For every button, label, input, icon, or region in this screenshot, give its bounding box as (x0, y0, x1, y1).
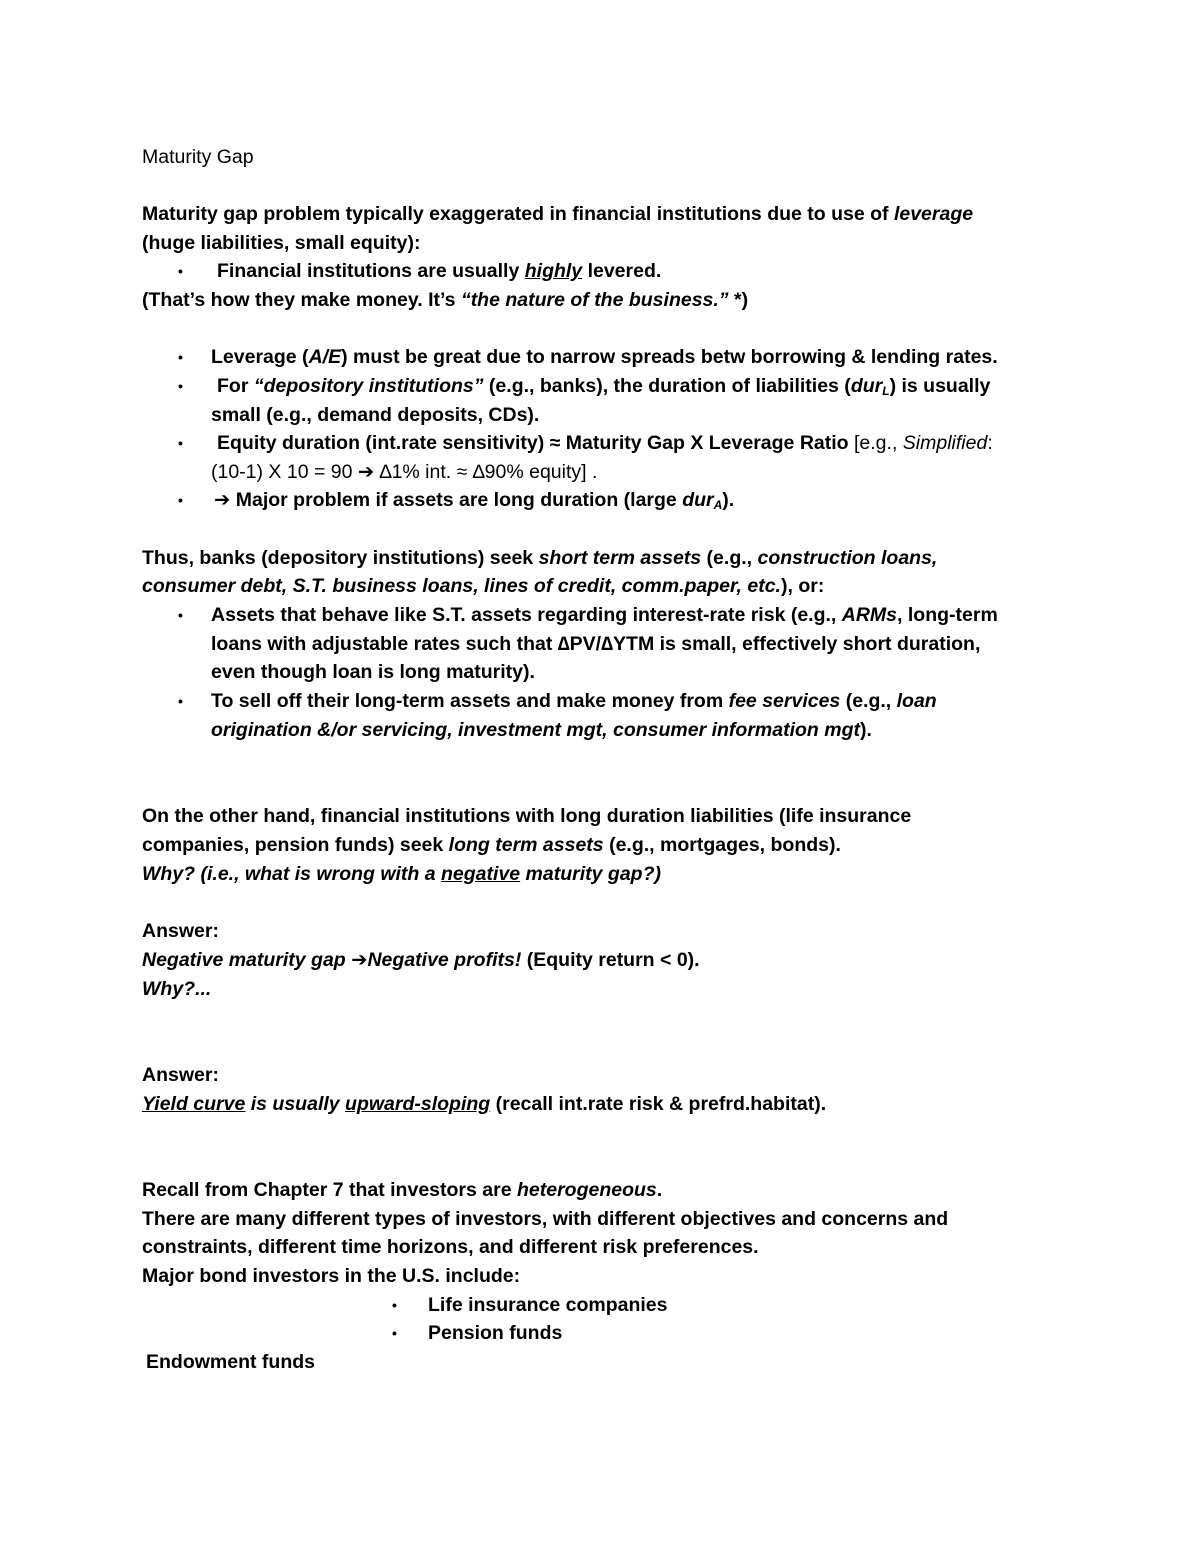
text-italic: dur (682, 489, 714, 511)
text: To sell off their long-term assets and make money from (211, 690, 729, 712)
text: , long-term (897, 604, 998, 626)
investor-item: Pension funds (428, 1322, 563, 1344)
subscript: L (882, 384, 890, 398)
text: (e.g., banks), the duration of liabilities ( (483, 375, 851, 397)
bullet-icon: • (178, 263, 183, 279)
bullet-icon: • (178, 435, 183, 451)
bullet-icon: • (178, 378, 183, 394)
intro-line-2: (huge liabilities, small equity): (142, 232, 421, 254)
text-italic: is usually (245, 1093, 346, 1115)
text: companies, pension funds) seek (142, 834, 449, 856)
other-hand-line-2 (142, 831, 841, 859)
other-hand-line-1: On the other hand, financial institutions with long duration liabilities (life insurance (142, 805, 912, 827)
bullet-major-problem (214, 486, 734, 514)
text-italic: leverage (893, 203, 974, 225)
text-italic: long term assets (448, 834, 604, 856)
text-italic: “the nature of the business.” (460, 289, 729, 311)
text: Thus, banks (depository institutions) seek (142, 547, 539, 569)
bullet-depository-cont: small (e.g., demand deposits, CDs). (211, 404, 540, 426)
text-italic: loan (896, 690, 937, 712)
bullet-levered (217, 257, 661, 285)
why-question (142, 860, 661, 888)
bullet-leverage (211, 343, 998, 371)
answer-2 (142, 1090, 826, 1118)
text: Financial institutions are usually (217, 260, 525, 282)
text-highly: highly (524, 260, 583, 282)
text: ). (722, 489, 735, 511)
text-italic: ARMs (841, 604, 898, 626)
recall-line (142, 1176, 662, 1204)
text: levered. (582, 260, 662, 282)
endowment-line: Endowment funds (146, 1351, 315, 1373)
text-italic: “depository institutions” (253, 375, 484, 397)
bullet-fee-services (211, 687, 937, 715)
text: ) is usually (889, 375, 991, 397)
text-italic: Simplified (902, 432, 988, 454)
text-negative: negative (441, 863, 521, 885)
text: (e.g., mortgages, bonds). (603, 834, 841, 856)
answer-1 (142, 946, 700, 974)
bullet-equity-duration-cont: (10-1) X 10 = 90 ➔ ∆1% int. ≈ ∆90% equity] . (211, 461, 598, 483)
bullet-depository (217, 372, 990, 400)
text: (Equity return < 0). (521, 949, 700, 971)
investors-line-3: Major bond investors in the U.S. include: (142, 1265, 521, 1287)
page-title: Maturity Gap (142, 146, 254, 168)
text: *) (728, 289, 749, 311)
bullet-icon: • (392, 1297, 397, 1313)
text: ➔ Major problem if assets are long duration (large (214, 489, 683, 511)
text-italic: construction loans, (757, 547, 938, 569)
investors-line-1: There are many different types of investors, with different objectives and concerns and (142, 1208, 949, 1230)
text-italic: consumer debt, S.T. business loans, lines of credit, comm.paper, etc. (142, 575, 781, 597)
text-italic: short term assets (538, 547, 702, 569)
answer-label-1: Answer: (142, 920, 219, 942)
investor-item: Life insurance companies (428, 1294, 668, 1316)
bullet-st-assets-cont-1: loans with adjustable rates such that ∆PV/∆YTM is small, effectively short duration, (211, 633, 981, 655)
text-yield-curve: Yield curve (142, 1093, 246, 1115)
text: For (217, 375, 254, 397)
bullet-icon: • (178, 693, 183, 709)
thus-line-1 (142, 544, 937, 572)
text: Assets that behave like S.T. assets regarding interest-rate risk (e.g., (211, 604, 842, 626)
text-italic: A/E (308, 346, 342, 368)
bullet-icon: • (178, 349, 183, 365)
subscript: A (713, 498, 723, 512)
bullet-icon: • (392, 1325, 397, 1341)
bullet-st-assets (211, 601, 998, 629)
text: Recall from Chapter 7 that investors are (142, 1179, 517, 1201)
nature-line (142, 286, 748, 314)
text-italic: heterogeneous (516, 1179, 657, 1201)
text-italic: Negative maturity gap ➔Negative profits! (142, 949, 522, 971)
text: . (656, 1179, 663, 1201)
text: Leverage ( (211, 346, 309, 368)
answer-label-2: Answer: (142, 1064, 219, 1086)
bullet-fee-services-cont (211, 716, 872, 744)
why-followup: Why?... (142, 978, 212, 1000)
text-italic: fee services (728, 690, 841, 712)
text-italic: Why? (i.e., what is wrong with a (142, 863, 442, 885)
bullet-icon: • (178, 607, 183, 623)
text: ). (860, 719, 872, 741)
bullet-icon: • (178, 492, 183, 508)
text: : (987, 432, 993, 454)
text: Equity duration (int.rate sensitivity) ≈ Maturity Gap X Leverage Ratio (217, 432, 854, 454)
intro-line-1 (142, 200, 973, 228)
text: (That’s how they make money. It’s (142, 289, 461, 311)
text: [e.g., (854, 432, 903, 454)
investors-line-2: constraints, different time horizons, and different risk preferences. (142, 1236, 759, 1258)
text: (recall int.rate risk & prefrd.habitat). (490, 1093, 827, 1115)
bullet-st-assets-cont-2: even though loan is long maturity). (211, 661, 535, 683)
text-italic: dur (850, 375, 883, 397)
text-upward-sloping: upward-sloping (345, 1093, 491, 1115)
text: (e.g., (840, 690, 897, 712)
text-italic: maturity gap?) (520, 863, 661, 885)
text: ), or: (780, 575, 825, 597)
thus-line-2 (142, 572, 824, 600)
bullet-equity-duration (217, 429, 993, 457)
text: ) must be great due to narrow spreads betw borrowing & lending rates. (341, 346, 998, 368)
text-italic: origination &/or servicing, investment mgt, consumer information mgt (211, 719, 860, 741)
text: Maturity gap problem typically exaggerated in financial institutions due to use of (142, 203, 894, 225)
text: (e.g., (701, 547, 758, 569)
